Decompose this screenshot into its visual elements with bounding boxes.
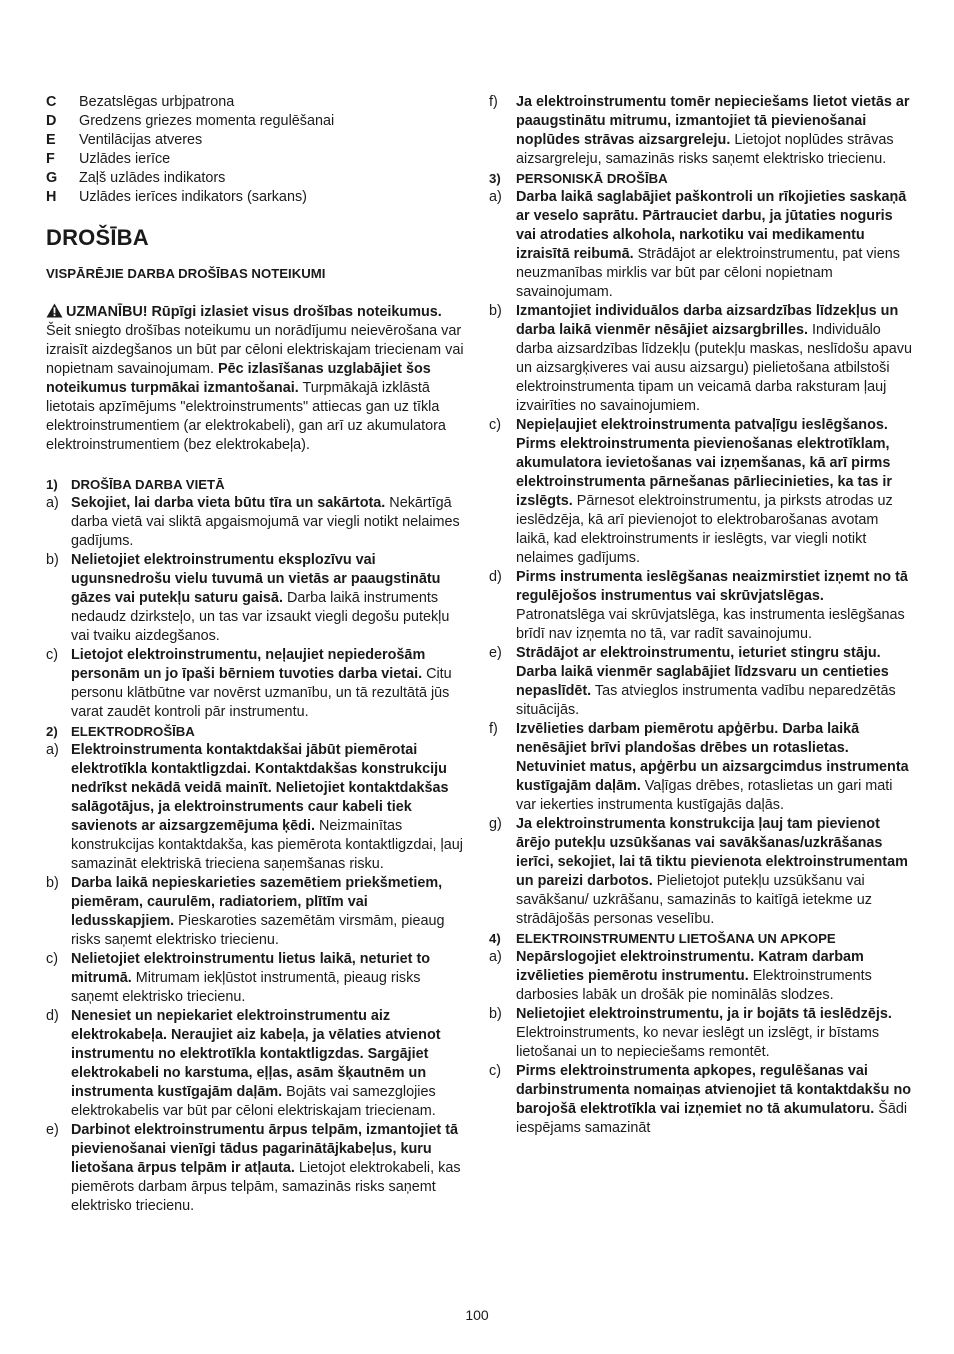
section-heading-work-area: 1) DROŠĪBA DARBA VIETĀ [46,477,225,492]
list-item: b) Izmantojiet individuālos darba aizsardzības līdzekļus un darba laikā vienmēr nēsājiet aizsargbrilles. Individuālo darba aizsardzības līdzekļu (putekļu maskas, neslīdošu apavu un aizsargķiveres vai ausu aizsargu) pielietošana atbilstoši elektroinstrumenta tipam un veicamā darba raksturam ļauj izvairīties no savainojumiem. [489,303,912,414]
section-heading-personal: 3) PERSONISKĀ DROŠĪBA [489,171,668,186]
legend-row [46,150,464,169]
warning-text: Turpmākajā izklāstā lietotais apzīmējums "elektroinstruments" attiecas gan uz tīkla elektroinstrumentiem (ar elektrokabeli), gan arī uz akumulatora elektroinstrumentiem (bez elektrokabeļa). [46,380,446,453]
legend-key: C [46,94,57,110]
warning-text: Šeit sniegto drošības noteikumu un norādījumu neievērošana var izraisīt aizdegšanos un būt par cēloni elektriskajam triecienam vai nopietnam savainojumam. [46,323,464,377]
legend-row [46,131,464,150]
legend-key: F [46,151,55,167]
legend-key: H [46,189,57,205]
legend-text: Uzlādes ierīce [79,151,171,167]
legend-row [46,112,464,131]
legend-key: G [46,170,58,186]
list-item: b) Nelietojiet elektroinstrumentu, ja ir bojāts tā ieslēdzējs. Elektroinstruments, ko nevar ieslēgt un izslēgt, ir bīstams lietošanai un to nepieciešams remontēt. [489,1006,892,1060]
list-item: a) Sekojiet, lai darba vieta būtu tīra un sakārtota. Nekārtīgā darba vietā vai sliktā apgaismojumā var viegli notikt nelaimes gadījums. [46,495,460,549]
section-subtitle: VISPĀRĒJIE DARBA DROŠĪBAS NOTEIKUMI [46,266,326,281]
legend-key: E [46,132,56,148]
right-column [489,93,913,1138]
warning-emphasis: Pēc izlasīšanas uzglabājiet šos noteikumus turpmākai izmantošanai. [46,361,431,396]
legend-key: D [46,113,57,129]
list-item: a) Darba laikā saglabājiet paškontroli un rīkojieties saskaņā ar veselo saprātu. Pārtrauciet darbu, ja jūtaties noguris vai atrodaties alkohola, narkotiku vai medikamentu izraisītā reibumā. Strādājot ar elektroinstrumentu, pat viens neuzmanības mirklis var būt par cēloni nopietnam savainojumam. [489,189,907,300]
legend-row [46,169,464,188]
list-item: f) Ja elektroinstrumentu tomēr nepieciešams lietot vietās ar paaugstinātu mitrumu, izmantojiet tā pievienošanai noplūdes strāvas aizsargreleju. Lietojot noplūdes strāvas aizsargreleju, samazinās risks saņemt elektrisko triecienu. [489,94,910,167]
list-item: a) Nepārslogojiet elektroinstrumentu. Katram darbam izvēlieties piemērotu instrumentu. Elektroinstruments darbosies labāk un drošāk pie nominālās slodzes. [489,949,872,1003]
list-item: g) Ja elektroinstrumenta konstrukcija ļauj tam pievienot ārējo putekļu uzsūkšanas vai savākšanas/uzkrāšanas ierīci, sekojiet, lai tā tiktu pievienota elektroinstrumentam un pareizi darbotos. Pielietojot putekļu uzsūkšanu vai savākšanu/ uzkrāšanu, samazinās to kaitīgā ietekme uz strādājošās personas veselību. [489,816,908,927]
list-item: e) Darbinot elektroinstrumentu ārpus telpām, izmantojiet tā pievienošanai vienīgi tādus pagarinātājkabeļus, kuru lietošana ārpus telpām ir atļauta. Lietojot elektrokabeli, kas piemērots darbam ārpus telpām, samazinās risks saņemt elektrisko triecienu. [46,1122,461,1214]
warning-heading: UZMANĪBU! Rūpīgi izlasiet visus drošības noteikumus. [66,304,442,320]
section-heading-electrical: 2) ELEKTRODROŠĪBA [46,724,195,739]
legend-text: Uzlādes ierīces indikators (sarkans) [79,189,307,205]
list-item: c) Lietojot elektroinstrumentu, neļaujiet nepiederošām personām un jo īpaši bērniem tuvoties darba vietai. Citu personu klātbūtne var novērst uzmanību, un tā rezultātā jūs varat zaudēt kontroli pār instrumentu. [46,647,452,720]
component-legend [46,93,464,207]
list-item: c) Pirms elektroinstrumenta apkopes, regulēšanas vai darbinstrumenta nomaiņas atvienojiet tā kontaktdakšu no barojošā elektrotīkla vai izņemiet no tā akumulatoru. Šādi iespējams samazināt [489,1063,912,1136]
list-item: b) Nelietojiet elektroinstrumentu eksplozīvu vai ugunsnedrošu vielu tuvumā un vietās ar paaugstinātu gāzes vai putekļu saturu gaisā. Darba laikā instruments nedaudz dzirksteļo, un tas var izsaukt viegli degošu putekļu vai tvaiku aizdegšanos. [46,552,450,644]
list-item: a) Elektroinstrumenta kontaktdakšai jābūt piemērotai elektrotīkla kontaktligzdai. Kontaktdakšas konstrukciju nedrīkst nekādā veidā mainīt. Nelietojiet kontaktdakšas salāgotājus, ja elektroinstruments caur kabeli tiek savienots ar aizsargzemējuma ķēdi. Neizmainītas konstrukcijas kontaktdakša, kas piemērota kontaktligzdai, ļauj samazināt elektriskā trieciena saņemšanas risku. [46,742,463,872]
list-item: e) Strādājot ar elektroinstrumentu, ieturiet stingru stāju. Darba laikā vienmēr saglabājiet līdzsvaru un centieties nepaslīdēt. Tas atvieglos instrumenta vadību neparedzētās situācijās. [489,645,896,718]
legend-row [46,188,464,207]
page-number: 100 [465,1307,489,1323]
list-item: d) Nenesiet un nepiekariet elektroinstrumentu aiz elektrokabeļa. Neraujiet aiz kabeļa, ja vēlaties atvienot instrumentu no elektrotīkla kontaktligzdas. Sargājiet elektrokabeli no karstuma, eļļas, asām šķautnēm un instrumenta kustīgajām daļām. Bojāts vai samezglojies elektrokabelis var būt par cēloni elektriskajam triecienam. [46,1008,441,1119]
legend-text: Ventilācijas atveres [79,132,203,148]
warning-paragraph [46,303,464,455]
section-title: DROŠĪBA [46,225,149,250]
list-item: c) Nelietojiet elektroinstrumentu lietus laikā, neturiet to mitrumā. Mitrumam iekļūstot instrumentā, pieaug risks saņemt elektrisko triecienu. [46,951,431,1005]
warning-triangle-icon [46,303,63,318]
list-item: c) Nepieļaujiet elektroinstrumenta patvaļīgu ieslēgšanos. Pirms elektroinstrumenta pievienošanas elektrotīklam, akumulatora ievietošanas vai izņemšanas, kā arī pirms elektroinstrumenta pārnešanas pārliecinieties, ka tas ir izslēgts. Pārnesot elektroinstrumentu, ja pirksts atrodas uz ieslēdzēja, kā arī pievienojot to elektrobarošanas avotam laikā, kad elektroinstruments ir ieslēgts, var viegli notikt nelaimes gadījums. [489,417,893,566]
list-item: b) Darba laikā nepieskarieties sazemētiem priekšmetiem, piemēram, caurulēm, radiatoriem, plītīm vai ledusskapjiem. Pieskaroties sazemētām virsmām, pieaug risks saņemt elektrisko triecienu. [46,875,445,948]
section-heading-tool-use: 4) ELEKTROINSTRUMENTU LIETOŠANA UN APKOPE [489,931,836,946]
left-column [46,93,464,1216]
list-item: f) Izvēlieties darbam piemērotu apģērbu. Darba laikā nenēsājiet brīvi plandošas drēbes un rotaslietas. Netuviniet matus, apģērbu un aizsargcimdus instrumenta kustīgajām daļām. Vaļīgas drēbes, rotaslietas un gari mati var iekerties instrumenta kustīgajās daļās. [489,721,909,813]
legend-text: Zaļš uzlādes indikators [79,170,226,186]
legend-text: Gredzens griezes momenta regulēšanai [79,113,335,129]
list-item: d) Pirms instrumenta ieslēgšanas neaizmirstiet izņemt no tā regulējošos instrumentus vai skrūvjatslēgas. Patronatslēga vai skrūvjatslēga, kas instrumenta ieslēgšanas brīdī nav izņemta no tā, var radīt savainojumu. [489,569,908,642]
legend-text: Bezatslēgas urbjpatrona [79,94,235,110]
legend-row [46,93,464,112]
